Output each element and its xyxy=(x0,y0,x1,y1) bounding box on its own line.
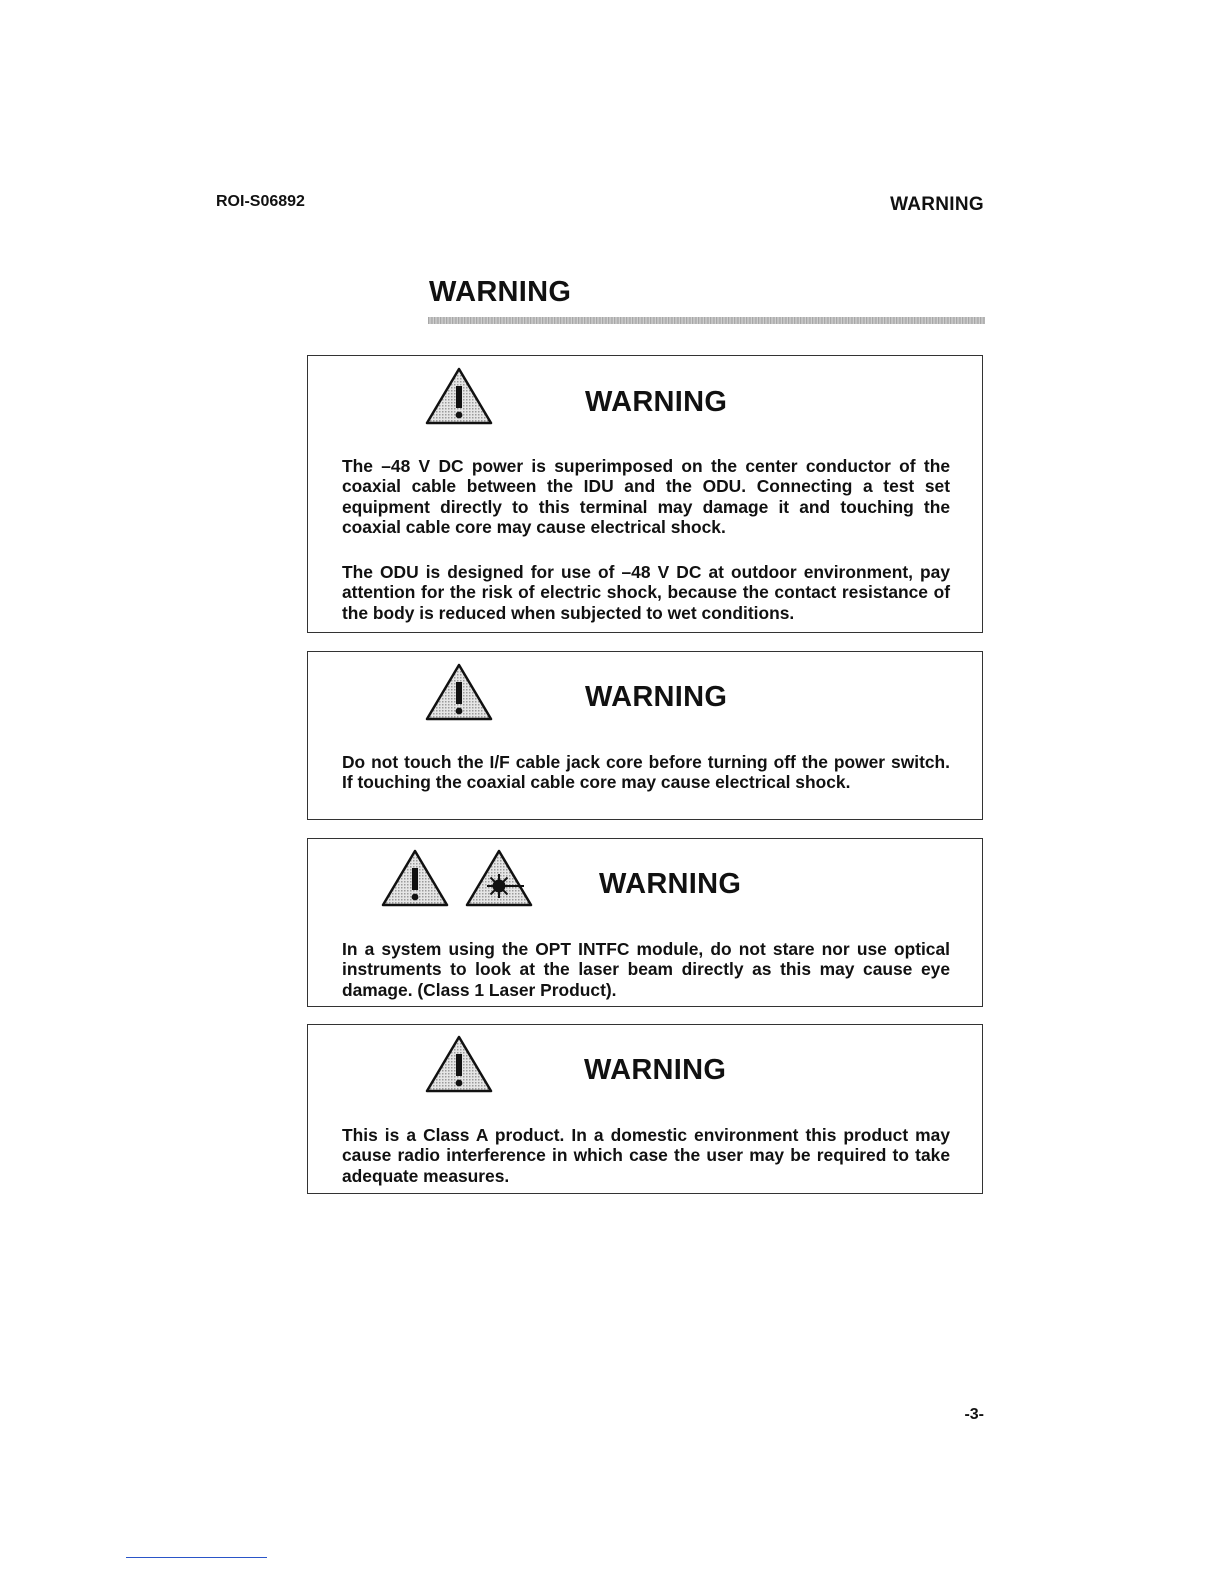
warning-text: In a system using the OPT INTFC module, do not stare nor use optical instruments to look at the laser beam directly as this may cause eye damage. (Class 1 Laser Product). xyxy=(342,939,950,1000)
section-title: WARNING xyxy=(429,276,572,308)
warning-box-if-cable xyxy=(307,651,983,820)
warning-text: The –48 V DC power is superimposed on the center conductor of the coaxial cable between the IDU and the ODU. Connecting a test set equipment directly to this terminal may damage it and touching the coaxial cable core may cause electrical shock. xyxy=(342,456,950,537)
warning-box-laser xyxy=(307,838,983,1007)
laser-radiation-icon xyxy=(464,848,534,908)
footnote-rule xyxy=(126,1557,267,1558)
warning-text: The ODU is designed for use of –48 V DC at outdoor environment, pay attention for the risk of electric shock, because the contact resistance of the body is reduced when subjected to wet conditions. xyxy=(342,562,950,623)
warning-title: WARNING xyxy=(585,386,728,418)
page-number: -3- xyxy=(964,1406,984,1423)
document-id: ROI-S06892 xyxy=(216,193,305,210)
warning-box-high-voltage xyxy=(307,355,983,633)
warning-title: WARNING xyxy=(584,1054,727,1086)
section-title-rule xyxy=(428,317,985,324)
warning-triangle-icon xyxy=(424,662,494,722)
warning-text: This is a Class A product. In a domestic environment this product may cause radio interference in which case the user may be required to take adequate measures. xyxy=(342,1125,950,1186)
running-header-section: WARNING xyxy=(890,194,984,215)
warning-text: Do not touch the I/F cable jack core before turning off the power switch. If touching the coaxial cable core may cause electrical shock. xyxy=(342,752,950,793)
warning-box-class-a xyxy=(307,1024,983,1194)
warning-triangle-icon xyxy=(424,366,494,426)
warning-title: WARNING xyxy=(585,681,728,713)
warning-title: WARNING xyxy=(599,868,742,900)
warning-triangle-icon xyxy=(380,848,450,908)
warning-triangle-icon xyxy=(424,1034,494,1094)
